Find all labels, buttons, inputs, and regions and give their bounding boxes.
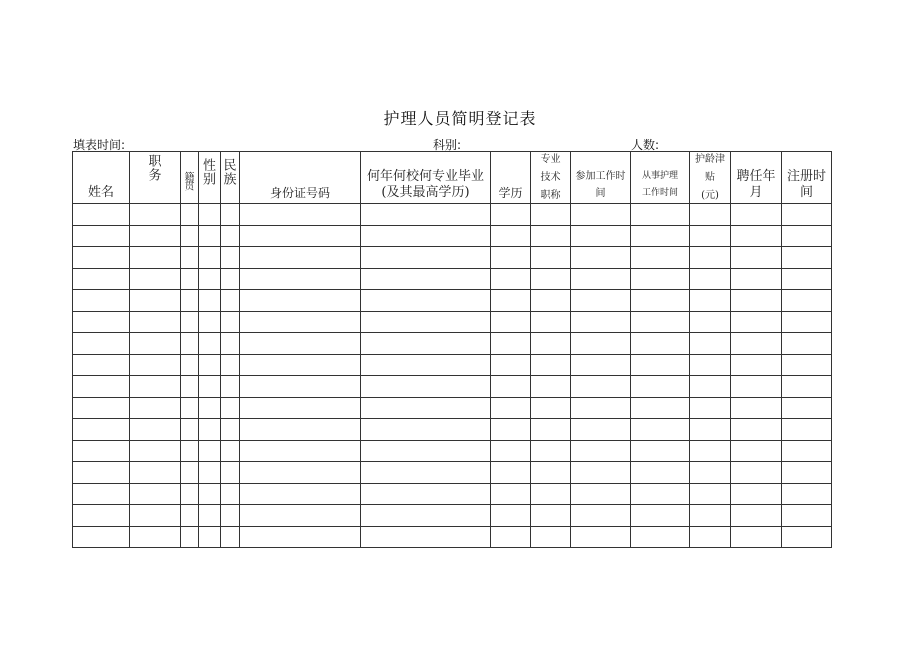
table-cell[interactable] — [690, 376, 731, 398]
table-row — [73, 204, 832, 226]
header-hire-date-line2: 月 — [749, 184, 763, 200]
table-cell[interactable] — [491, 247, 531, 269]
table-cell[interactable] — [491, 419, 531, 441]
table-cell[interactable] — [571, 505, 631, 527]
header-education — [491, 152, 531, 204]
table-cell[interactable] — [571, 397, 631, 419]
table-cell[interactable] — [361, 290, 491, 312]
table-row — [73, 526, 832, 548]
table-cell[interactable] — [531, 483, 571, 505]
header-id-number-label: 身份证号码 — [269, 186, 330, 200]
header-native-place-label: 籍贯 — [184, 172, 195, 193]
table-cell[interactable] — [731, 440, 782, 462]
registration-table — [72, 151, 832, 548]
table-cell[interactable] — [531, 505, 571, 527]
table-cell[interactable] — [731, 419, 782, 441]
table-cell[interactable] — [782, 333, 832, 355]
table-cell[interactable] — [690, 419, 731, 441]
table-cell[interactable] — [531, 290, 571, 312]
table-cell[interactable] — [361, 354, 491, 376]
table-cell[interactable] — [361, 333, 491, 355]
table-cell[interactable] — [221, 462, 240, 484]
table-cell[interactable] — [199, 268, 221, 290]
header-technical-title-line3: 职称 — [540, 189, 561, 201]
table-cell[interactable] — [491, 505, 531, 527]
table-cell[interactable] — [690, 225, 731, 247]
table-cell[interactable] — [130, 204, 181, 226]
table-cell[interactable] — [631, 526, 690, 548]
table-cell[interactable] — [491, 526, 531, 548]
table-cell[interactable] — [130, 526, 181, 548]
table-cell[interactable] — [199, 376, 221, 398]
table-cell[interactable] — [531, 268, 571, 290]
table-cell[interactable] — [73, 247, 130, 269]
table-cell[interactable] — [240, 483, 361, 505]
table-cell[interactable] — [531, 419, 571, 441]
table-cell[interactable] — [571, 247, 631, 269]
table-cell[interactable] — [240, 526, 361, 548]
table-cell[interactable] — [571, 376, 631, 398]
table-cell[interactable] — [221, 268, 240, 290]
table-cell[interactable] — [631, 268, 690, 290]
table-cell[interactable] — [491, 354, 531, 376]
table-cell[interactable] — [73, 311, 130, 333]
table-cell[interactable] — [130, 419, 181, 441]
table-cell[interactable] — [782, 290, 832, 312]
table-cell[interactable] — [221, 483, 240, 505]
table-cell[interactable] — [631, 440, 690, 462]
table-cell[interactable] — [240, 354, 361, 376]
table-cell[interactable] — [181, 268, 199, 290]
table-cell[interactable] — [782, 247, 832, 269]
table-cell[interactable] — [631, 204, 690, 226]
table-cell[interactable] — [240, 397, 361, 419]
department-label: 科别: — [433, 138, 462, 152]
table-cell[interactable] — [690, 204, 731, 226]
table-cell[interactable] — [221, 376, 240, 398]
table-cell[interactable] — [73, 483, 130, 505]
table-cell[interactable] — [690, 440, 731, 462]
table-cell[interactable] — [130, 268, 181, 290]
table-cell[interactable] — [690, 505, 731, 527]
table-cell[interactable] — [199, 311, 221, 333]
table-cell[interactable] — [571, 290, 631, 312]
table-cell[interactable] — [631, 354, 690, 376]
table-cell[interactable] — [571, 204, 631, 226]
header-hire-date — [731, 152, 782, 204]
header-allowance-line3: (元) — [701, 189, 719, 201]
table-cell[interactable] — [361, 268, 491, 290]
table-cell[interactable] — [361, 397, 491, 419]
header-technical-title — [531, 152, 571, 204]
table-cell[interactable] — [731, 290, 782, 312]
table-cell[interactable] — [631, 419, 690, 441]
header-hire-date-line1: 聘任年 — [736, 168, 776, 184]
table-cell[interactable] — [199, 462, 221, 484]
table-cell[interactable] — [631, 225, 690, 247]
table-cell[interactable] — [690, 247, 731, 269]
table-cell[interactable] — [240, 462, 361, 484]
table-cell[interactable] — [491, 204, 531, 226]
table-cell[interactable] — [361, 311, 491, 333]
table-cell[interactable] — [491, 290, 531, 312]
table-row — [73, 268, 832, 290]
table-cell[interactable] — [571, 268, 631, 290]
table-cell[interactable] — [199, 225, 221, 247]
table-cell[interactable] — [221, 333, 240, 355]
table-cell[interactable] — [199, 204, 221, 226]
header-graduation — [361, 152, 491, 204]
table-cell[interactable] — [221, 397, 240, 419]
table-cell[interactable] — [731, 225, 782, 247]
table-cell[interactable] — [181, 354, 199, 376]
table-cell[interactable] — [130, 290, 181, 312]
table-header-row — [73, 152, 832, 204]
table-cell[interactable] — [199, 354, 221, 376]
table-cell[interactable] — [73, 290, 130, 312]
table-cell[interactable] — [782, 419, 832, 441]
table-cell[interactable] — [181, 526, 199, 548]
table-cell[interactable] — [531, 462, 571, 484]
table-cell[interactable] — [531, 376, 571, 398]
table-cell[interactable] — [130, 354, 181, 376]
table-cell[interactable] — [731, 268, 782, 290]
table-cell[interactable] — [690, 333, 731, 355]
table-cell[interactable] — [221, 505, 240, 527]
header-ethnicity — [221, 152, 240, 204]
table-cell[interactable] — [199, 440, 221, 462]
table-cell[interactable] — [571, 354, 631, 376]
table-cell[interactable] — [361, 204, 491, 226]
table-cell[interactable] — [130, 225, 181, 247]
table-row — [73, 397, 832, 419]
table-cell[interactable] — [240, 268, 361, 290]
table-cell[interactable] — [240, 376, 361, 398]
table-cell[interactable] — [130, 462, 181, 484]
table-cell[interactable] — [130, 333, 181, 355]
table-cell[interactable] — [221, 354, 240, 376]
table-cell[interactable] — [73, 505, 130, 527]
table-cell[interactable] — [181, 483, 199, 505]
table-cell[interactable] — [181, 505, 199, 527]
header-gender — [199, 152, 221, 204]
header-work-start — [571, 152, 631, 204]
header-native-place — [181, 152, 199, 204]
table-cell[interactable] — [181, 376, 199, 398]
table-cell[interactable] — [130, 247, 181, 269]
table-cell[interactable] — [221, 290, 240, 312]
table-cell[interactable] — [690, 483, 731, 505]
table-cell[interactable] — [199, 419, 221, 441]
table-cell[interactable] — [199, 397, 221, 419]
table-cell[interactable] — [782, 311, 832, 333]
table-cell[interactable] — [199, 526, 221, 548]
table-cell[interactable] — [531, 354, 571, 376]
table-cell[interactable] — [181, 290, 199, 312]
table-cell[interactable] — [181, 419, 199, 441]
table-cell[interactable] — [731, 204, 782, 226]
table-cell[interactable] — [491, 268, 531, 290]
header-name-label: 姓名 — [87, 184, 114, 200]
table-cell[interactable] — [631, 333, 690, 355]
table-cell[interactable] — [782, 526, 832, 548]
table-cell[interactable] — [571, 526, 631, 548]
table-cell[interactable] — [221, 225, 240, 247]
table-cell[interactable] — [130, 311, 181, 333]
table-row — [73, 440, 832, 462]
table-cell[interactable] — [221, 419, 240, 441]
header-graduation-line2: (及其最高学历) — [381, 184, 470, 200]
table-cell[interactable] — [571, 440, 631, 462]
header-work-start-line1: 参加工作时 — [575, 170, 626, 182]
table-cell[interactable] — [361, 483, 491, 505]
table-cell[interactable] — [531, 225, 571, 247]
table-cell[interactable] — [491, 462, 531, 484]
table-row — [73, 419, 832, 441]
table-cell[interactable] — [181, 462, 199, 484]
table-cell[interactable] — [782, 268, 832, 290]
header-id-number — [240, 152, 361, 204]
headcount-label: 人数: — [631, 138, 660, 152]
header-ethnicity-label: 民族 — [223, 158, 237, 188]
table-cell[interactable] — [73, 462, 130, 484]
table-cell[interactable] — [491, 397, 531, 419]
form-title: 护理人员简明登记表 — [383, 109, 537, 128]
table-cell[interactable] — [491, 311, 531, 333]
table-cell[interactable] — [571, 419, 631, 441]
table-row — [73, 247, 832, 269]
table-cell[interactable] — [782, 462, 832, 484]
header-allowance — [690, 152, 731, 204]
table-cell[interactable] — [199, 505, 221, 527]
table-cell[interactable] — [631, 290, 690, 312]
table-cell[interactable] — [731, 483, 782, 505]
table-cell[interactable] — [531, 526, 571, 548]
table-cell[interactable] — [73, 397, 130, 419]
table-cell[interactable] — [199, 247, 221, 269]
table-cell[interactable] — [782, 397, 832, 419]
header-nursing-start — [631, 152, 690, 204]
table-cell[interactable] — [240, 311, 361, 333]
header-technical-title-line1: 专业 — [540, 153, 561, 165]
table-cell[interactable] — [181, 333, 199, 355]
header-registration — [782, 152, 832, 204]
table-cell[interactable] — [531, 440, 571, 462]
table-cell[interactable] — [221, 526, 240, 548]
table-cell[interactable] — [240, 247, 361, 269]
table-cell[interactable] — [221, 204, 240, 226]
table-cell[interactable] — [73, 376, 130, 398]
table-cell[interactable] — [690, 354, 731, 376]
table-cell[interactable] — [73, 526, 130, 548]
table-cell[interactable] — [782, 354, 832, 376]
table-cell[interactable] — [221, 440, 240, 462]
header-allowance-line1: 护龄津 — [695, 153, 725, 165]
table-cell[interactable] — [73, 440, 130, 462]
table-cell[interactable] — [631, 311, 690, 333]
table-row — [73, 290, 832, 312]
table-cell[interactable] — [361, 376, 491, 398]
table-cell[interactable] — [73, 204, 130, 226]
table-cell[interactable] — [782, 376, 832, 398]
table-cell[interactable] — [571, 483, 631, 505]
table-cell[interactable] — [73, 354, 130, 376]
table-cell[interactable] — [571, 462, 631, 484]
table-cell[interactable] — [130, 505, 181, 527]
table-cell[interactable] — [181, 311, 199, 333]
table-cell[interactable] — [181, 397, 199, 419]
header-allowance-line2: 贴 — [705, 171, 715, 183]
table-cell[interactable] — [240, 290, 361, 312]
table-row — [73, 354, 832, 376]
table-cell[interactable] — [531, 397, 571, 419]
table-cell[interactable] — [73, 225, 130, 247]
table-cell[interactable] — [731, 505, 782, 527]
table-cell[interactable] — [531, 247, 571, 269]
table-cell[interactable] — [361, 440, 491, 462]
table-row — [73, 311, 832, 333]
header-education-label: 学历 — [498, 186, 523, 200]
table-cell[interactable] — [491, 225, 531, 247]
table-cell[interactable] — [73, 268, 130, 290]
header-nursing-start-line1: 从事护理 — [641, 170, 678, 181]
table-cell[interactable] — [731, 247, 782, 269]
table-cell[interactable] — [130, 440, 181, 462]
table-cell[interactable] — [571, 225, 631, 247]
table-cell[interactable] — [731, 311, 782, 333]
header-graduation-line1: 何年何校何专业毕业 — [366, 168, 484, 184]
header-work-start-line2: 间 — [595, 187, 606, 199]
header-nursing-start-line2: 工作时间 — [641, 187, 678, 198]
table-cell[interactable] — [199, 290, 221, 312]
header-registration-line1: 注册时 — [786, 168, 826, 184]
header-technical-title-line2: 技术 — [540, 171, 561, 183]
table-row — [73, 505, 832, 527]
table-cell[interactable] — [181, 204, 199, 226]
table-cell[interactable] — [731, 397, 782, 419]
table-row — [73, 376, 832, 398]
table-cell[interactable] — [199, 483, 221, 505]
table-cell[interactable] — [240, 204, 361, 226]
table-cell[interactable] — [571, 333, 631, 355]
table-cell[interactable] — [240, 333, 361, 355]
table-cell[interactable] — [731, 354, 782, 376]
table-cell[interactable] — [130, 376, 181, 398]
table-cell[interactable] — [631, 483, 690, 505]
header-position — [130, 152, 181, 204]
table-cell[interactable] — [731, 376, 782, 398]
table-cell[interactable] — [361, 419, 491, 441]
table-cell[interactable] — [782, 204, 832, 226]
table-cell[interactable] — [181, 440, 199, 462]
table-cell[interactable] — [221, 247, 240, 269]
table-cell[interactable] — [690, 397, 731, 419]
table-cell[interactable] — [240, 225, 361, 247]
table-cell[interactable] — [631, 247, 690, 269]
table-row — [73, 225, 832, 247]
table-row — [73, 333, 832, 355]
table-cell[interactable] — [361, 505, 491, 527]
table-cell[interactable] — [631, 462, 690, 484]
header-registration-line2: 间 — [799, 184, 813, 200]
table-cell[interactable] — [690, 526, 731, 548]
table-cell[interactable] — [631, 376, 690, 398]
table-cell[interactable] — [361, 247, 491, 269]
table-cell[interactable] — [130, 397, 181, 419]
table-cell[interactable] — [491, 440, 531, 462]
table-cell[interactable] — [782, 483, 832, 505]
table-cell[interactable] — [531, 311, 571, 333]
table-cell[interactable] — [240, 419, 361, 441]
table-row — [73, 462, 832, 484]
table-cell[interactable] — [731, 333, 782, 355]
table-cell[interactable] — [221, 311, 240, 333]
table-cell[interactable] — [199, 333, 221, 355]
table-cell[interactable] — [690, 268, 731, 290]
table-cell[interactable] — [181, 247, 199, 269]
table-cell[interactable] — [181, 225, 199, 247]
table-cell[interactable] — [73, 333, 130, 355]
table-row — [73, 483, 832, 505]
table-cell[interactable] — [731, 462, 782, 484]
table-cell[interactable] — [361, 462, 491, 484]
table-cell[interactable] — [731, 526, 782, 548]
table-cell[interactable] — [361, 526, 491, 548]
header-name — [73, 152, 130, 204]
table-cell[interactable] — [491, 376, 531, 398]
table-cell[interactable] — [531, 333, 571, 355]
table-cell[interactable] — [571, 311, 631, 333]
table-cell[interactable] — [361, 225, 491, 247]
table-body — [73, 204, 832, 548]
table-cell[interactable] — [130, 483, 181, 505]
table-cell[interactable] — [531, 204, 571, 226]
table-cell[interactable] — [491, 483, 531, 505]
table-cell[interactable] — [782, 505, 832, 527]
header-gender-label: 性别 — [202, 158, 216, 188]
table-cell[interactable] — [690, 290, 731, 312]
table-cell[interactable] — [690, 462, 731, 484]
fill-time-label: 填表时间: — [73, 138, 126, 152]
header-position-label: 职务 — [148, 154, 162, 184]
table-cell[interactable] — [782, 225, 832, 247]
table-cell[interactable] — [73, 419, 130, 441]
table-cell[interactable] — [631, 397, 690, 419]
table-cell[interactable] — [240, 440, 361, 462]
table-cell[interactable] — [240, 505, 361, 527]
table-cell[interactable] — [491, 333, 531, 355]
table-cell[interactable] — [631, 505, 690, 527]
table-cell[interactable] — [690, 311, 731, 333]
table-cell[interactable] — [782, 440, 832, 462]
